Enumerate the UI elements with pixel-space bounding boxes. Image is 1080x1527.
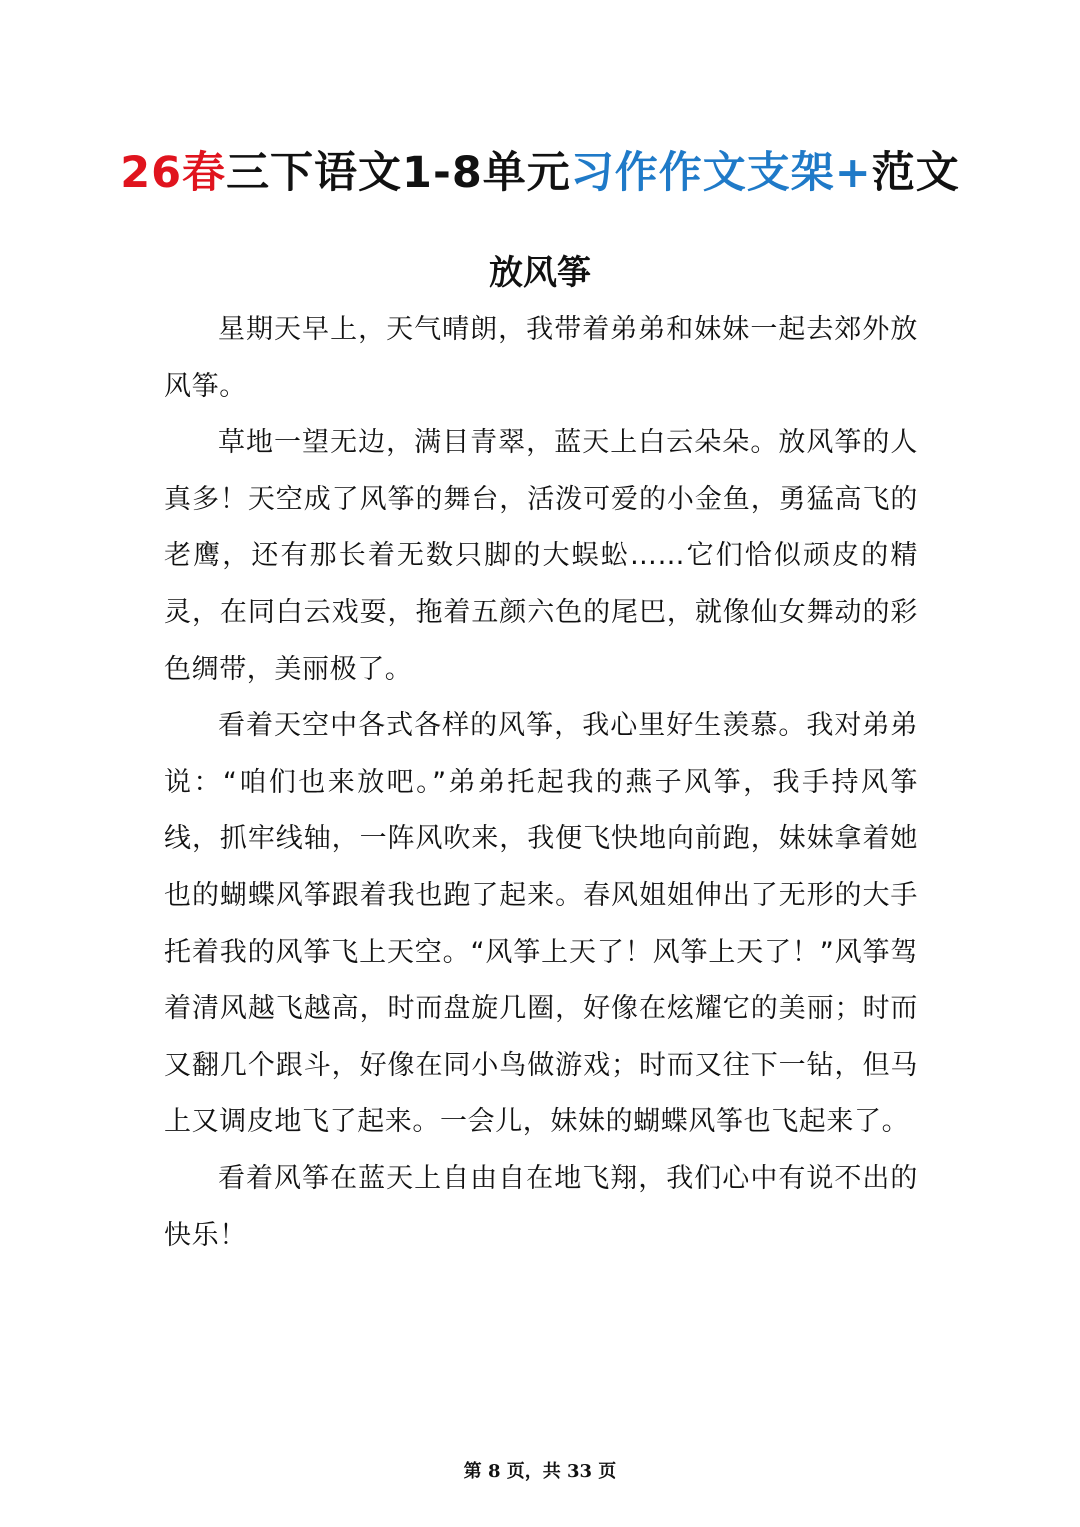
essay-paragraph: 看着风筝在蓝天上自由自在地飞翔，我们心中有说不出的快乐！ xyxy=(164,1162,918,1251)
header-title-end-segment: 范文 xyxy=(871,148,960,198)
header-title-black-segment: 三下语文1-8单元 xyxy=(226,148,571,198)
page-number-indicator: 第 8 页，共 33 页 xyxy=(463,1461,617,1482)
essay-title: 放风筝 xyxy=(489,253,591,293)
page-header-title xyxy=(0,138,1080,208)
essay-paragraph: 星期天早上，天气晴朗，我带着弟弟和妹妹一起去郊外放风筝。 xyxy=(164,314,918,402)
essay-body xyxy=(164,302,918,1264)
essay-paragraph: 草地一望无边，满目青翠，蓝天上白云朵朵。放风筝的人真多！天空成了风筝的舞台，活泼可爱的小金鱼，勇猛高飞的老鹰，还有那长着无数只脚的大蜈蚣……它们恰似顽皮的精灵，在同白云戏耍，拖着五颜六色的尾巴，就像仙女舞动的彩色绸带，美丽极了。 xyxy=(164,427,918,685)
header-title-blue-segment: 习作作文支架+ xyxy=(570,148,872,198)
header-title-red-segment: 26春 xyxy=(120,148,227,198)
essay-paragraph: 看着天空中各式各样的风筝，我心里好生羡慕。我对弟弟说：“咱们也来放吧。”弟弟托起我的燕子风筝，我手持风筝线，抓牢线轴，一阵风吹来，我便飞快地向前跑，妹妹拿着她也的蝴蝶风筝跟着我也跑了起来。春风姐姐伸出了无形的大手托着我的风筝飞上天空。“风筝上天了！风筝上天了！”风筝驾着清风越飞越高，时而盘旋几圈，好像在炫耀它的美丽；时而又翻几个跟斗，好像在同小鸟做游戏；时而又往下一钻，但马上又调皮地飞了起来。一会儿，妹妹的蝴蝶风筝也飞起来了。 xyxy=(164,710,918,1138)
